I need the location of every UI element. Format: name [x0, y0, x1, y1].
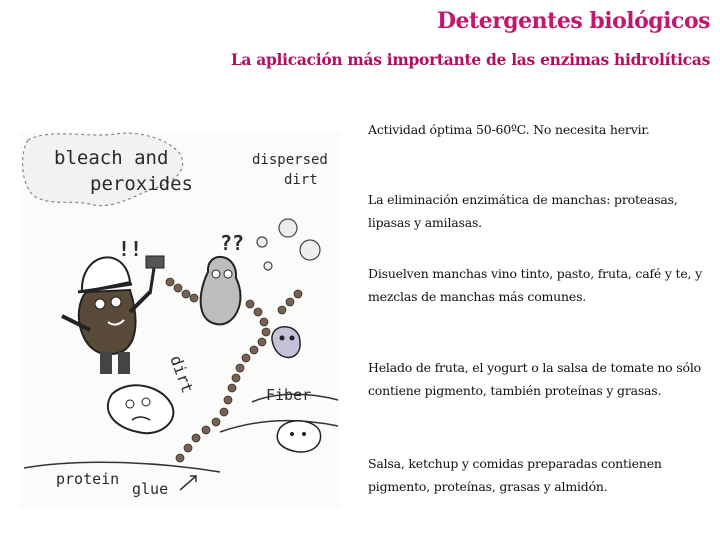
label-bleach: bleach and [54, 147, 169, 169]
label-exclaim: !! [118, 237, 143, 261]
page-title: Detergentes biológicos [436, 8, 710, 34]
enzyme-grey-character [201, 257, 241, 325]
label-dirt-top: dirt [284, 172, 318, 188]
label-dispersed: dispersed [252, 152, 328, 168]
label-fiber: Fiber [266, 386, 312, 404]
label-protein: protein [56, 470, 120, 488]
paragraph-stains-dissolved: Disuelven manchas vino tinto, pasto, fruta, café y te, y mezclas de manchas más comunes. [368, 266, 702, 304]
dirt-small-character [277, 421, 320, 452]
paragraph-optimal-activity: Actividad óptima 50-60ºC. No necesita hervir. [368, 122, 650, 137]
page-subtitle: La aplicación más importante de las enzimas hidrolíticas [230, 50, 710, 69]
label-question: ?? [220, 231, 245, 255]
dirt-blob-character [108, 385, 174, 433]
paragraph-enzymatic-removal: La eliminación enzimática de manchas: proteasas, lipasas y amilasas. [368, 192, 678, 230]
protein-glue-line [24, 462, 220, 472]
enzyme-small-character [272, 327, 300, 358]
label-glue: glue [132, 480, 169, 498]
paragraph-sauces: Salsa, ketchup y comidas preparadas contienen pigmento, proteínas, grasas y almidón. [368, 456, 662, 494]
label-dirt-mid: dirt [166, 352, 198, 396]
dirt-particles [257, 219, 320, 270]
enzyme-worker-character [62, 256, 164, 374]
label-peroxides: peroxides [90, 173, 193, 195]
paragraph-fruit-yogurt: Helado de fruta, el yogurt o la salsa de tomate no sólo contiene pigmento, también proteínas y grasas. [368, 360, 701, 398]
enzyme-cartoon-illustration [20, 132, 340, 508]
